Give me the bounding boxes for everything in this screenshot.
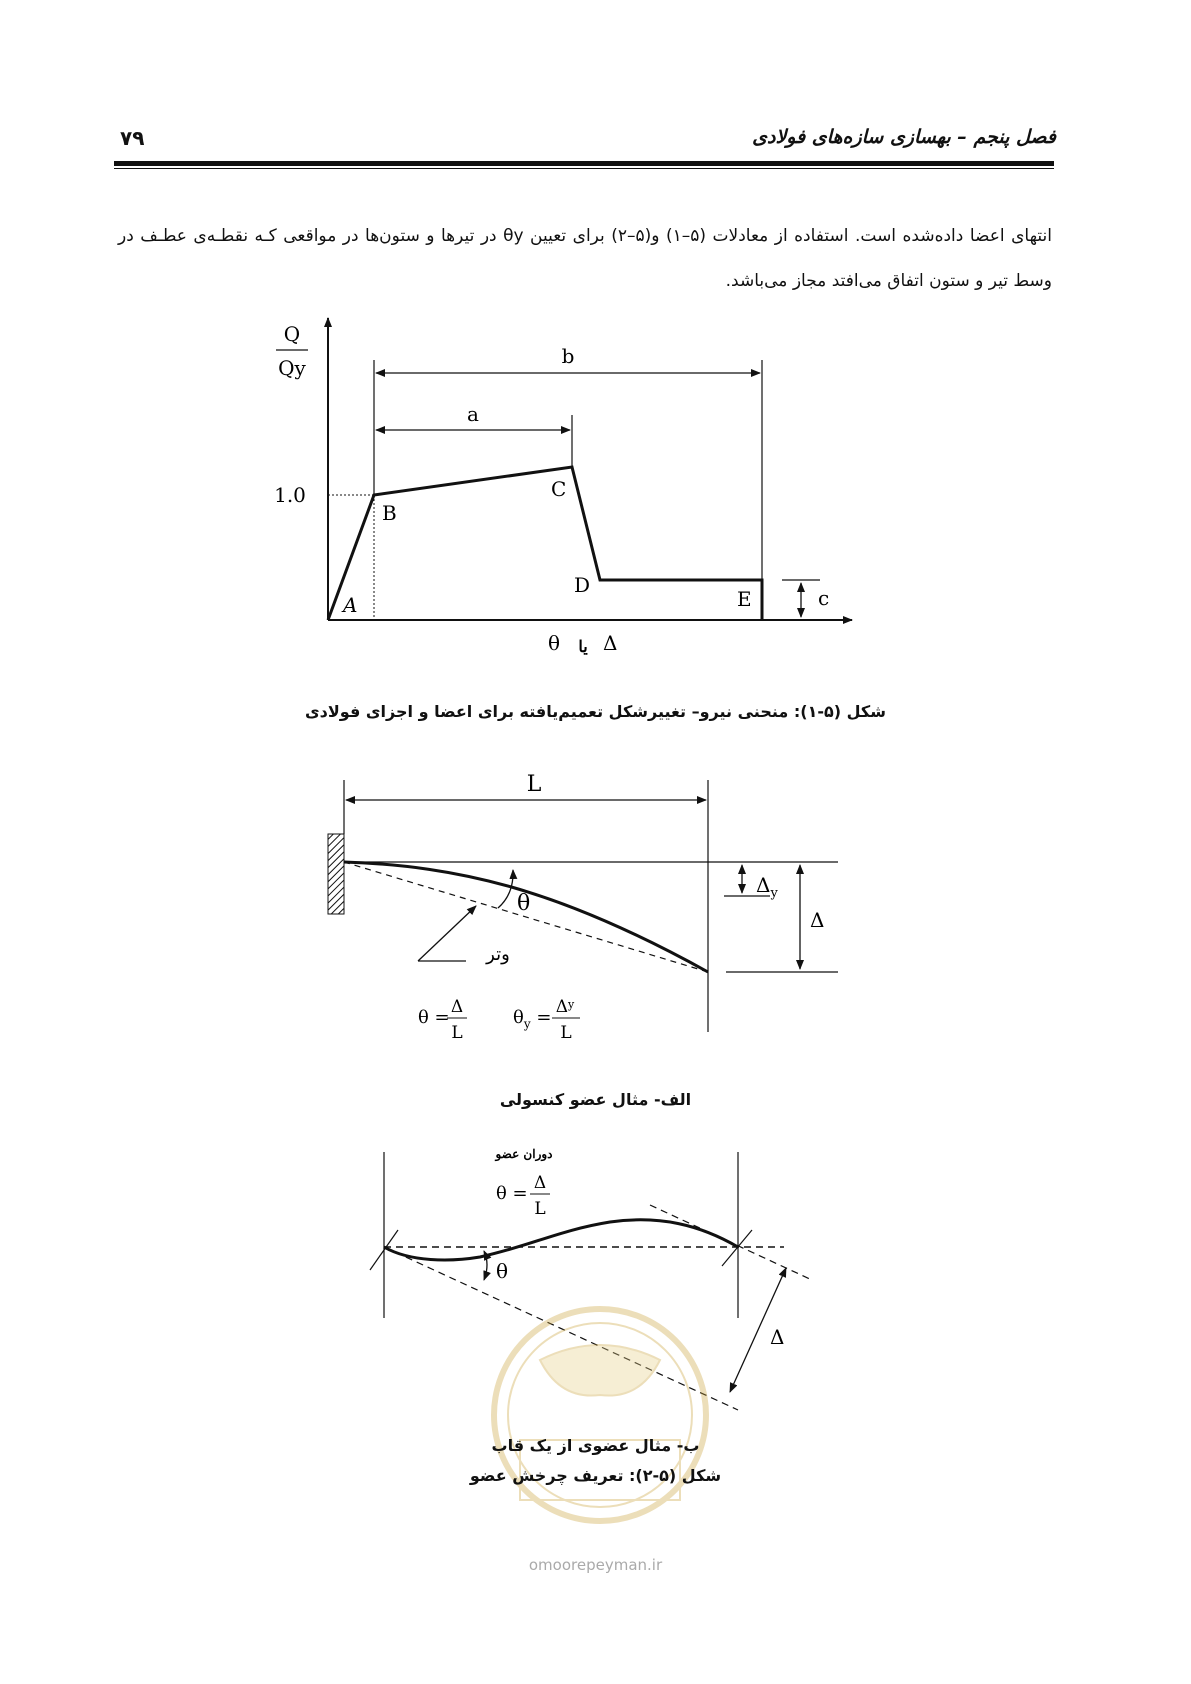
fig1-y-tick: 1.0	[274, 483, 306, 507]
watermark-seal	[494, 1309, 706, 1521]
fig2b-deflected-shape	[384, 1220, 738, 1260]
fig1-point-D: D	[574, 573, 591, 597]
fig2a-eq-num: Δ	[450, 997, 464, 1017]
figure2a-caption: الف- مثال عضو کنسولی	[499, 1090, 692, 1109]
fig1-point-E: E	[737, 587, 752, 611]
fig2a-eq-den: L	[451, 1023, 463, 1043]
fig1-x-label-delta: Δ	[603, 631, 618, 655]
fig2b-delta-label: Δ	[770, 1325, 785, 1349]
fig2a-theta-label: θ	[517, 891, 531, 916]
page-number: ۷۹	[120, 126, 145, 150]
watermark-url: omoorepeyman.ir	[528, 1556, 663, 1574]
figure2b-caption: ب- مثال عضوی از یک قاب	[491, 1436, 700, 1455]
body-paragraph: انتهای اعضا داده‌شده است. استفاده از معادلات (۵–۱) و(۵–۲) برای تعیین θy در تیرها و ستون‌ها در مواقعی کـه نقطـه‌ی عطـف در وسط تیر و ستون اتفاق می‌افتد مجاز می‌باشد.	[118, 226, 1052, 291]
fig2a-dim-L-label: L	[526, 772, 542, 797]
fig2b-rotation-label: دوران عضو	[495, 1147, 553, 1161]
fig1-y-label-den: Qy	[278, 356, 306, 380]
fig1-curve	[328, 467, 762, 620]
figure1-caption: شکل (۵-۱): منحنی نیرو– تغییرشکل تعمیم‌یافته برای اعضا و اجزای فولادی	[305, 702, 886, 721]
fig2a-chord	[344, 862, 708, 972]
fig2a-fixed-support	[328, 834, 344, 914]
fig1-x-label-theta: θ	[548, 631, 561, 655]
fig2a-eq-theta: θ =	[418, 1007, 450, 1028]
chapter-title: فصل پنجم – بهسازی سازه‌های فولادی	[752, 126, 1056, 148]
fig1-x-label-or: یا	[578, 637, 588, 656]
fig2a-delta-y-label: $\Delta_y$	[756, 873, 778, 901]
fig2a-eq-den-y: L	[560, 1023, 572, 1043]
fig1-point-A: A	[343, 593, 358, 617]
fig1-point-B: B	[382, 501, 397, 525]
fig2a-delta-label: Δ	[810, 908, 825, 932]
fig1-point-C: C	[551, 477, 567, 501]
fig1-dim-a-label: a	[467, 402, 479, 426]
figure2-caption: شکل (۵-۲): تعریف چرخش عضو	[469, 1466, 722, 1485]
fig1-dim-c-label: c	[818, 586, 830, 610]
fig2b-theta-label: θ	[496, 1259, 509, 1283]
figure1-force-deformation-curve	[274, 318, 852, 656]
figure2a-cantilever	[328, 772, 838, 1043]
fig2a-eq-theta-y: $\theta_y$ =	[513, 1007, 552, 1031]
fig2b-eq-num: Δ	[533, 1173, 547, 1193]
fig2b-chord-upper	[650, 1205, 812, 1280]
fig1-y-label-num: Q	[283, 322, 301, 346]
fig2a-eq-num-y: $\Delta^y$	[555, 997, 575, 1017]
fig1-dim-b-label: b	[561, 344, 575, 368]
fig2a-chord-label: وتر	[486, 944, 510, 965]
fig2b-eq-theta: θ =	[496, 1183, 528, 1204]
fig2b-eq-den: L	[534, 1199, 546, 1219]
fig2a-theta-arc	[498, 870, 513, 908]
